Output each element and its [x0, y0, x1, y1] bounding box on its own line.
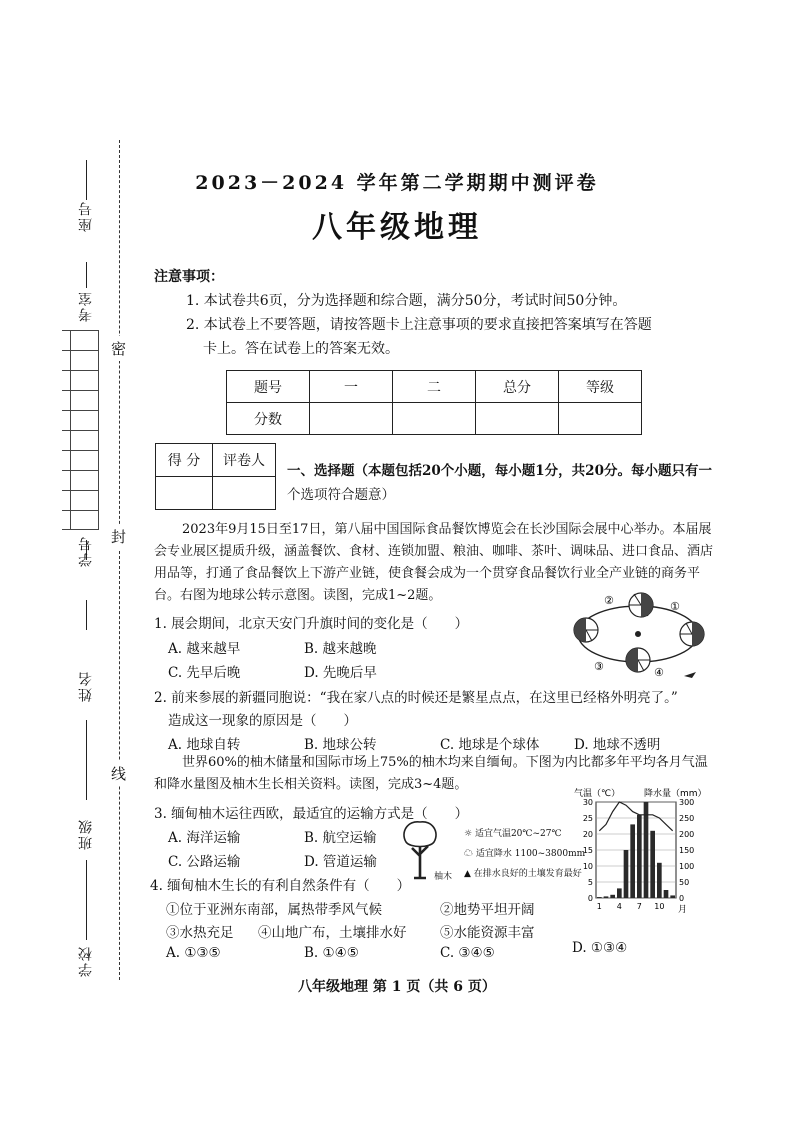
notice-heading: 注意事项： [154, 269, 224, 285]
chart-x-tick: 4 [616, 902, 622, 911]
grader-score-cell[interactable] [156, 477, 213, 510]
sun-icon: ☼ [464, 829, 475, 839]
score-row-label: 分数 [227, 403, 310, 435]
orbit-label-3: ③ [594, 660, 604, 673]
q3-option-a[interactable]: A. 海洋运输 [168, 830, 241, 846]
q4-option-b[interactable]: B. ①④⑤ [304, 945, 359, 961]
room-line [86, 262, 87, 288]
precipitation-bar [650, 831, 655, 898]
chart-ylabel-right: 降水量（mm） [644, 789, 707, 799]
q3-option-c[interactable]: C. 公路运输 [168, 854, 241, 870]
score-header-cell: 题号 [227, 371, 310, 403]
seal-dashed-line [119, 140, 120, 980]
q1-option-d[interactable]: D. 先晚后早 [304, 665, 377, 681]
q4-stem: 4. 缅甸柚木生长的有利自然条件有（ ） [150, 878, 411, 894]
section1-heading-line2: 个选项符合题意） [287, 487, 395, 503]
q4-option-c[interactable]: C. ③④⑤ [440, 945, 495, 961]
class-label: 班级 [78, 818, 94, 850]
score-header-cell: 总分 [476, 371, 559, 403]
seal-feng: 封 [111, 524, 126, 549]
room-label: 考室 [78, 290, 94, 322]
score-header-cell: 等级 [559, 371, 642, 403]
section1-heading-line1: 一、选择题（本题包括20个小题，每小题1分，共20分。每小题只有一 [287, 463, 712, 479]
chart-right-tick: 50 [679, 878, 690, 887]
score-cell[interactable] [559, 403, 642, 435]
chart-x-tick: 7 [636, 902, 642, 911]
grader-box [155, 443, 276, 510]
score-cell[interactable] [476, 403, 559, 435]
q4-condition-2: ②地势平坦开阔 [440, 902, 535, 918]
name-line-1 [86, 600, 87, 630]
chart-x-tick: 1 [596, 902, 602, 911]
chart-left-tick: 20 [582, 830, 593, 839]
teak-temp-text: 适宜气温20℃~27℃ [474, 829, 562, 839]
teak-rain [464, 846, 585, 859]
chart-left-tick: 30 [582, 798, 593, 807]
grader-name-label: 评卷人 [213, 444, 276, 477]
mountain-icon: ▲ [464, 869, 474, 879]
precipitation-bar [644, 802, 649, 898]
q3-stem: 3. 缅甸柚木运往西欧，最适宜的运输方式是（ ） [154, 806, 469, 822]
precipitation-bar [610, 895, 615, 898]
notice-item-1: 1. 本试卷共6页，分为选择题和综合题，满分50分，考试时间50分钟。 [186, 293, 627, 309]
q2-option-c[interactable]: C. 地球是个球体 [440, 737, 540, 753]
passage-2: 世界60%的柚木储量和国际市场上75%的柚木均来自缅甸。下图为内比都多年平均各月气温和降水量图及柚木生长相关资料。读图，完成3~4题。 [154, 755, 708, 792]
cloud-icon: ☁ [464, 849, 476, 859]
precipitation-bar [657, 863, 662, 898]
q4-option-a[interactable]: A. ①③⑤ [166, 945, 221, 961]
chart-right-tick: 150 [679, 846, 695, 855]
subject-title: 八年级地理 [312, 210, 482, 245]
chart-xlabel: 月 [678, 905, 688, 915]
score-table [226, 370, 642, 435]
q1-option-a[interactable]: A. 越来越早 [168, 641, 241, 657]
q2-option-b[interactable]: B. 地球公转 [304, 737, 377, 753]
score-cell[interactable] [393, 403, 476, 435]
precipitation-bar [670, 895, 675, 898]
notice-item-2b: 卡上。答在试卷上的答案无效。 [203, 341, 399, 357]
teak-rain-text: 适宜降水 1100~3800mm [475, 849, 586, 859]
orbit-label-4: ④ [654, 666, 664, 679]
chart-right-tick: 200 [679, 830, 695, 839]
score-header-cell: 一 [310, 371, 393, 403]
chart-left-tick: 15 [582, 846, 593, 855]
seat-label: 座号 [78, 200, 94, 232]
teak-soil [464, 866, 582, 879]
precipitation-bar [664, 890, 669, 898]
passage-1: 2023年9月15日至17日，第八届中国国际食品餐饮博览会在长沙国际会展中心举办。本届展会专业展区提质升级，涵盖餐饮、食材、连锁加盟、粮油、咖啡、茶叶、调味品、进口食品、酒店用品等，打通了食品餐饮上下游产业链，使食餐会成为一个贯穿食品餐饮行业全产业链的商务平台。右图为地球公转示意图。读图，完成1~2题。 [154, 522, 714, 603]
q1-option-b[interactable]: B. 越来越晚 [304, 641, 377, 657]
q4-condition-1: ①位于亚洲东南部，属热带季风气候 [166, 902, 382, 918]
score-cell[interactable] [310, 403, 393, 435]
q2-stem-2: 造成这一现象的原因是（ ） [168, 713, 357, 729]
name-label: 姓名 [78, 670, 94, 702]
teak-temp [464, 826, 562, 839]
chart-left-tick: 10 [582, 862, 593, 871]
climate-chart [572, 786, 707, 920]
q2-option-a[interactable]: A. 地球自转 [168, 737, 241, 753]
temperature-line [599, 802, 672, 831]
precipitation-bar [624, 850, 629, 898]
precipitation-bar [617, 888, 622, 898]
q3-option-d[interactable]: D. 管道运输 [304, 854, 377, 870]
school-label: 学校 [78, 945, 94, 977]
grader-name-cell[interactable] [213, 477, 276, 510]
seal-xian: 线 [111, 761, 126, 786]
chart-right-tick: 0 [679, 894, 685, 903]
binding-stripes [62, 330, 100, 530]
notice-item-2a: 2. 本试卷上不要答题，请按答题卡上注意事项的要求直接把答案填写在答题 [186, 317, 652, 333]
precipitation-bar [637, 815, 642, 898]
precipitation-bar [604, 896, 609, 898]
chart-right-tick: 300 [679, 798, 695, 807]
chart-x-tick: 10 [654, 902, 665, 911]
q4-condition-4: ④山地广布，土壤排水好 [258, 925, 407, 941]
orbit-label-1: ① [670, 600, 680, 613]
orbit-label-2: ② [604, 594, 614, 607]
q2-option-d[interactable]: D. 地球不透明 [574, 737, 661, 753]
precipitation-bar [630, 824, 635, 898]
precipitation-bar [597, 897, 602, 898]
q4-option-d[interactable]: D. ①③④ [572, 940, 628, 956]
q1-option-c[interactable]: C. 先早后晚 [168, 665, 241, 681]
earth-orbit-diagram [566, 592, 706, 684]
seal-mi: 密 [111, 336, 126, 361]
q4-condition-3: ③水热充足 [166, 925, 234, 941]
chart-ylabel-left: 气温（℃） [574, 789, 621, 799]
chart-left-tick: 0 [587, 894, 593, 903]
q3-option-b[interactable]: B. 航空运输 [304, 830, 377, 846]
q2-stem: 2. 前来参展的新疆同胞说：“我在家八点的时候还是繁星点点，在这里已经格外明亮了。” [154, 690, 678, 706]
chart-right-tick: 100 [679, 862, 695, 871]
teak-soil-text: 在排水良好的土壤发育最好 [473, 869, 582, 879]
chart-left-tick: 5 [587, 878, 593, 887]
q1-stem: 1. 展会期间，北京天安门升旗时间的变化是（ ） [154, 616, 469, 632]
score-header-cell: 二 [393, 371, 476, 403]
school-line [86, 860, 87, 940]
chart-left-tick: 25 [582, 814, 593, 823]
chart-right-tick: 250 [679, 814, 695, 823]
student-no-label: 学号 [78, 535, 94, 567]
grader-score-label: 得 分 [156, 444, 213, 477]
teak-tree-label: 柚木 [434, 872, 453, 882]
class-line [86, 720, 87, 800]
page-footer: 八年级地理 第 1 页（共 6 页） [298, 979, 496, 995]
exam-title: 2023－2024 学年第二学期期中测评卷 [195, 172, 599, 194]
q4-condition-5: ⑤水能资源丰富 [440, 925, 535, 941]
